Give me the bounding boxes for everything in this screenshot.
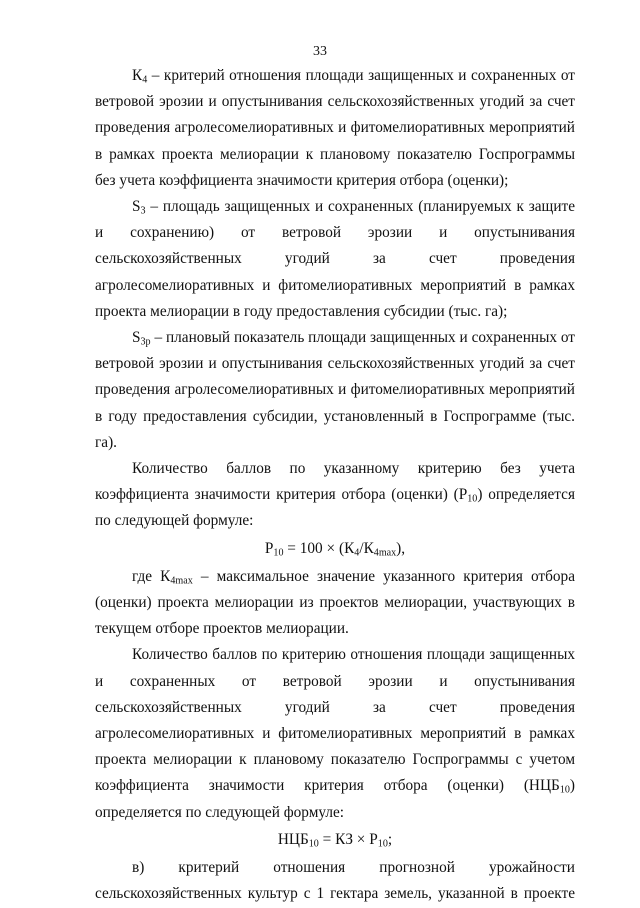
paragraph-item-v: в) критерий отношения прогнозной урожайности сельскохозяйственных культур с 1 гектара земель, указанной в проекте [95, 859, 575, 903]
paragraph-points-without-coefficient: Количество баллов по указанному критерию без учета коэффициента значимости критерия отбора (оценки) $(Р_{10})$ определяется по следующей формуле: [95, 460, 575, 530]
paragraph-k4-definition: $К_4$ – критерий отношения площади защищенных и сохраненных от ветровой эрозии и опустынивания сельскохозяйственных угодий за счет проведения агролесомелиоративных и фитомелиоративных мероприятий в рамках проекта мелиорации к плановому показателю Госпрограммы без учета коэффициента значимости критерия отбора (оценки); [95, 67, 575, 189]
formula-p10: $Р_{10} = 100 \times (К_4/К_{4max})$, [264, 539, 406, 559]
paragraph-k4max-definition: где $К_{4max}$ – максимальное значение указанного критерия отбора (оценки) проекта мелиорации из проектов мелиорации, участвующих в текущем отборе проектов мелиорации. [95, 567, 575, 638]
formula-ncb10: $НЦБ_{10}$ = КЗ × $Р_{10}$; [277, 830, 393, 850]
document-body [95, 63, 575, 908]
page-number: 33 [313, 44, 327, 59]
paragraph-s3p-definition: $S_{3р}$ – плановый показатель площади защищенных и сохраненных от ветровой эрозии и опустынивания сельскохозяйственных угодий за счет проведения агролесомелиоративных и фитомелиоративных мероприятий в году предоставления субсидии, установленный в Госпрограмме (тыс. га). [95, 329, 575, 451]
paragraph-s3-definition: $S_3$ – площадь защищенных и сохраненных (планируемых к защите и сохранению) от ветровой эрозии и опустынивания сельскохозяйственных угодий за счет проведения агролесомелиоративных и фитомелиоративных мероприятий в рамках проекта мелиорации в году предоставления субсидии (тыс. га); [95, 198, 575, 320]
paragraph-points-with-coefficient: Количество баллов по критерию отношения площади защищенных и сохраненных от ветровой эрозии и опустынивания сельскохозяйственных угодий за счет проведения агролесомелиоративных и фитомелиоративных мероприятий в рамках проекта мелиорации к плановому показателю Госпрограммы с учетом коэффициента значимости критерия отбора (оценки) $(НЦБ_{10})$ определяется по следующей формуле: [95, 646, 575, 821]
